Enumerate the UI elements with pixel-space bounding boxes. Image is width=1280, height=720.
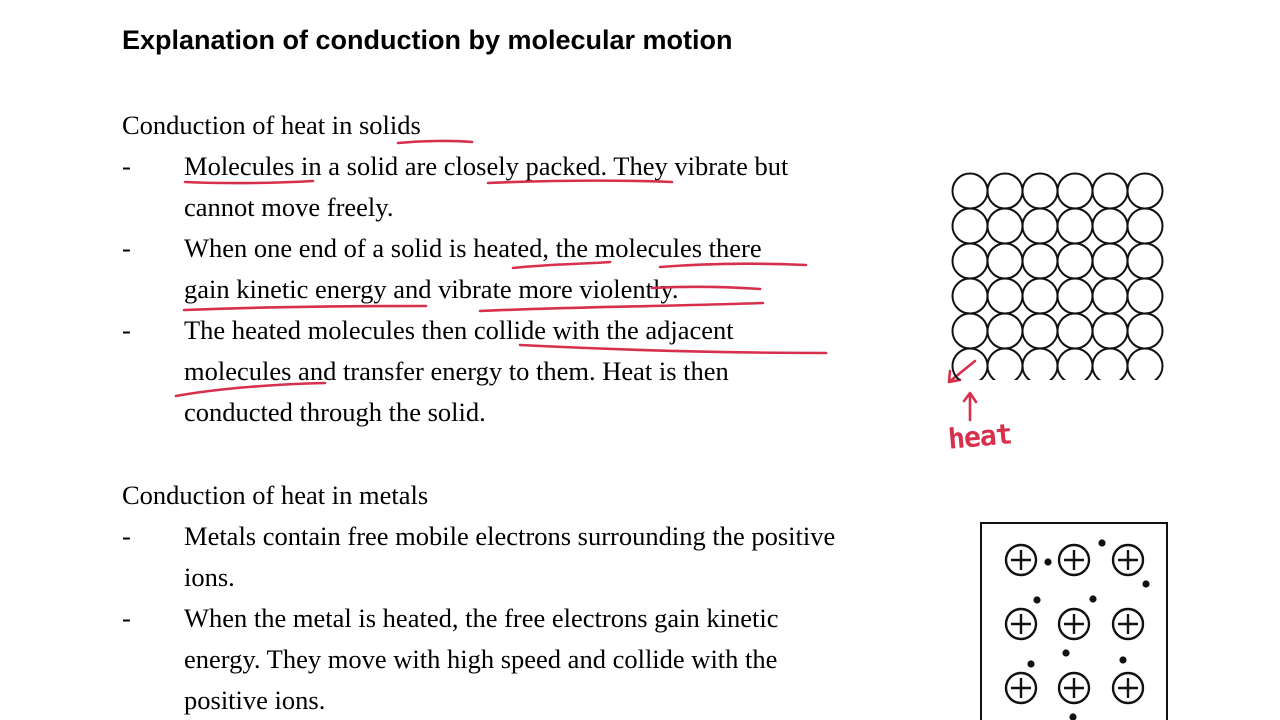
molecule-circle bbox=[953, 209, 988, 244]
bullet-marker: - bbox=[122, 603, 131, 633]
bullet-line: positive ions. bbox=[184, 685, 326, 715]
positive-ion bbox=[1006, 609, 1036, 639]
underline-gain-kinetic-energy bbox=[184, 306, 426, 310]
molecule-circle bbox=[1093, 209, 1128, 244]
molecule-circle bbox=[953, 314, 988, 349]
molecule-circle bbox=[1058, 279, 1093, 314]
molecule-circle bbox=[988, 279, 1023, 314]
metal-lattice-diagram bbox=[978, 520, 1170, 720]
positive-ion bbox=[1113, 545, 1143, 575]
positive-ion bbox=[1059, 609, 1089, 639]
molecule-circle bbox=[1093, 279, 1128, 314]
molecule-circle bbox=[953, 174, 988, 209]
molecule-circle bbox=[1093, 244, 1128, 279]
molecule-circle bbox=[1093, 349, 1128, 381]
bullet-line: energy. They move with high speed and collide with the bbox=[184, 644, 778, 674]
solid-lattice-diagram bbox=[948, 170, 1168, 380]
underline-molecules-there bbox=[660, 264, 806, 267]
free-electron bbox=[1027, 660, 1034, 667]
molecule-circle bbox=[1023, 209, 1058, 244]
free-electron bbox=[1062, 649, 1069, 656]
bullet-marker: - bbox=[122, 315, 131, 345]
molecule-circle bbox=[953, 349, 988, 381]
bullet-line: gain kinetic energy and vibrate more violently. bbox=[184, 274, 679, 304]
bullet-line: conducted through the solid. bbox=[184, 397, 486, 427]
molecule-circle bbox=[1058, 209, 1093, 244]
free-electron bbox=[1098, 539, 1105, 546]
molecule-circle bbox=[1023, 279, 1058, 314]
molecule-circle bbox=[1128, 209, 1163, 244]
molecule-circle bbox=[1093, 314, 1128, 349]
bullet-line: Metals contain free mobile electrons surrounding the positive bbox=[184, 521, 836, 551]
bullet-line: molecules and transfer energy to them. Heat is then bbox=[184, 356, 729, 386]
molecule-circle bbox=[1023, 174, 1058, 209]
bullet-marker: - bbox=[122, 521, 131, 551]
bullet-line: When one end of a solid is heated, the molecules there bbox=[184, 233, 762, 263]
positive-ion bbox=[1006, 545, 1036, 575]
molecule-circle bbox=[1058, 314, 1093, 349]
positive-ion bbox=[1113, 673, 1143, 703]
underline-collide bbox=[520, 345, 826, 353]
molecule-circle bbox=[1128, 314, 1163, 349]
positive-ion bbox=[1006, 673, 1036, 703]
free-electron bbox=[1069, 713, 1076, 720]
free-electron bbox=[1044, 558, 1051, 565]
molecule-circle bbox=[988, 314, 1023, 349]
free-electron bbox=[1089, 595, 1096, 602]
positive-ion bbox=[1059, 673, 1089, 703]
free-electron bbox=[1142, 580, 1149, 587]
bullet-marker: - bbox=[122, 233, 131, 263]
molecule-circle bbox=[988, 244, 1023, 279]
page-title: Explanation of conduction by molecular motion bbox=[122, 25, 733, 55]
bullet-line: Molecules in a solid are closely packed. They vibrate but bbox=[184, 151, 789, 181]
heat-arrow-up bbox=[964, 393, 976, 420]
molecule-circle bbox=[1023, 314, 1058, 349]
molecule-circle bbox=[988, 174, 1023, 209]
underline-solids bbox=[398, 141, 472, 143]
bullet-line: ions. bbox=[184, 562, 235, 592]
free-electron bbox=[1033, 596, 1040, 603]
heat-note: heat bbox=[946, 417, 1013, 456]
section-heading-solids: Conduction of heat in solids bbox=[122, 110, 421, 140]
bullet-marker: - bbox=[122, 151, 131, 181]
molecule-circle bbox=[1023, 244, 1058, 279]
molecule-circle bbox=[1093, 174, 1128, 209]
molecule-circle bbox=[1128, 244, 1163, 279]
molecule-circle bbox=[953, 244, 988, 279]
molecule-circle bbox=[1058, 244, 1093, 279]
molecule-circle bbox=[1058, 349, 1093, 381]
bullet-line: cannot move freely. bbox=[184, 192, 394, 222]
molecule-circle bbox=[1128, 349, 1163, 381]
molecule-circle bbox=[1058, 174, 1093, 209]
bullet-line: The heated molecules then collide with the adjacent bbox=[184, 315, 734, 345]
molecule-circle bbox=[988, 349, 1023, 381]
free-electron bbox=[1119, 656, 1126, 663]
molecule-circle bbox=[1023, 349, 1058, 381]
positive-ion bbox=[1113, 609, 1143, 639]
positive-ion bbox=[1059, 545, 1089, 575]
bullet-line: When the metal is heated, the free electrons gain kinetic bbox=[184, 603, 779, 633]
molecule-circle bbox=[1128, 279, 1163, 314]
section-heading-metals: Conduction of heat in metals bbox=[122, 480, 429, 510]
molecule-circle bbox=[1128, 174, 1163, 209]
molecule-circle bbox=[953, 279, 988, 314]
molecule-circle bbox=[988, 209, 1023, 244]
